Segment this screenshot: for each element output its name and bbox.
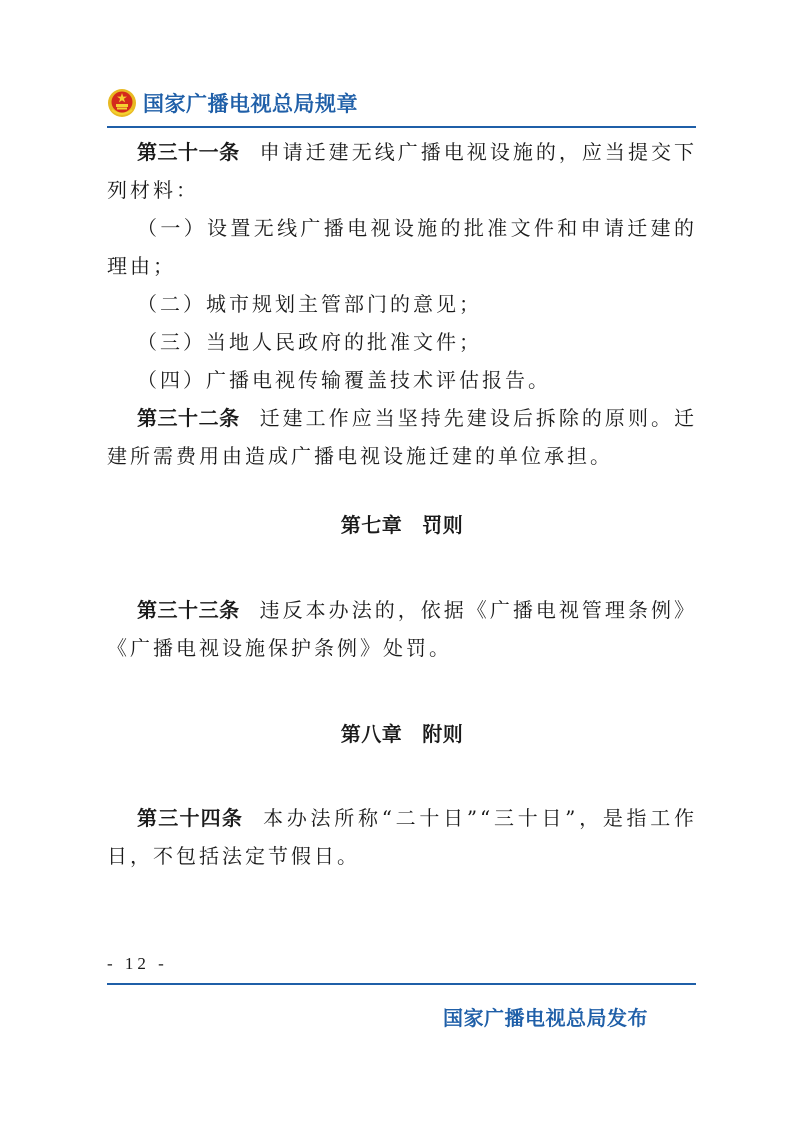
chapter-7-number: 第七章 [340,513,403,537]
article-32 [107,399,697,475]
footer-rule [107,983,696,985]
article-31-item-3: （三）当地人民政府的批准文件； [137,330,482,354]
chapter-8-heading [107,715,697,753]
article-31 [107,133,697,209]
article-34 [107,799,697,875]
chapter-7-title: 罚则 [422,513,464,537]
article-31-number: 第三十一条 [137,140,240,164]
chapter-8-title: 附则 [422,722,464,746]
article-33 [107,591,697,667]
header-rule [107,126,696,128]
document-header [107,86,358,120]
article-33-number: 第三十三条 [137,598,240,622]
article-32-number: 第三十二条 [137,406,240,430]
article-31-item-1: （一）设置无线广播电视设施的批准文件和申请迁建的理由； [107,216,697,278]
footer-publisher: 国家广播电视总局发布 [443,1006,648,1030]
article-34-text: 本办法所称“二十日”“三十日”，是指工作日，不包括法定节假日。 [107,806,697,868]
article-block-31-32 [107,133,697,475]
article-33-text: 违反本办法的，依据《广播电视管理条例》《广播电视设施保护条例》处罚。 [107,598,698,660]
article-32-text: 迁建工作应当坚持先建设后拆除的原则。迁建所需费用由造成广播电视设施迁建的单位承担。 [107,406,698,468]
article-block-33 [107,591,697,667]
article-34-number: 第三十四条 [137,806,244,830]
article-31-item-4: （四）广播电视传输覆盖技术评估报告。 [137,368,551,392]
chapter-7-heading [107,506,697,544]
national-emblem-icon [107,88,137,118]
page-number: - 12 - [107,954,168,973]
header-title: 国家广播电视总局规章 [143,92,358,116]
article-block-34 [107,799,697,875]
article-31-text: 申请迁建无线广播电视设施的，应当提交下列材料： [107,140,698,202]
article-31-item-2: （二）城市规划主管部门的意见； [137,292,482,316]
chapter-8-number: 第八章 [340,722,403,746]
